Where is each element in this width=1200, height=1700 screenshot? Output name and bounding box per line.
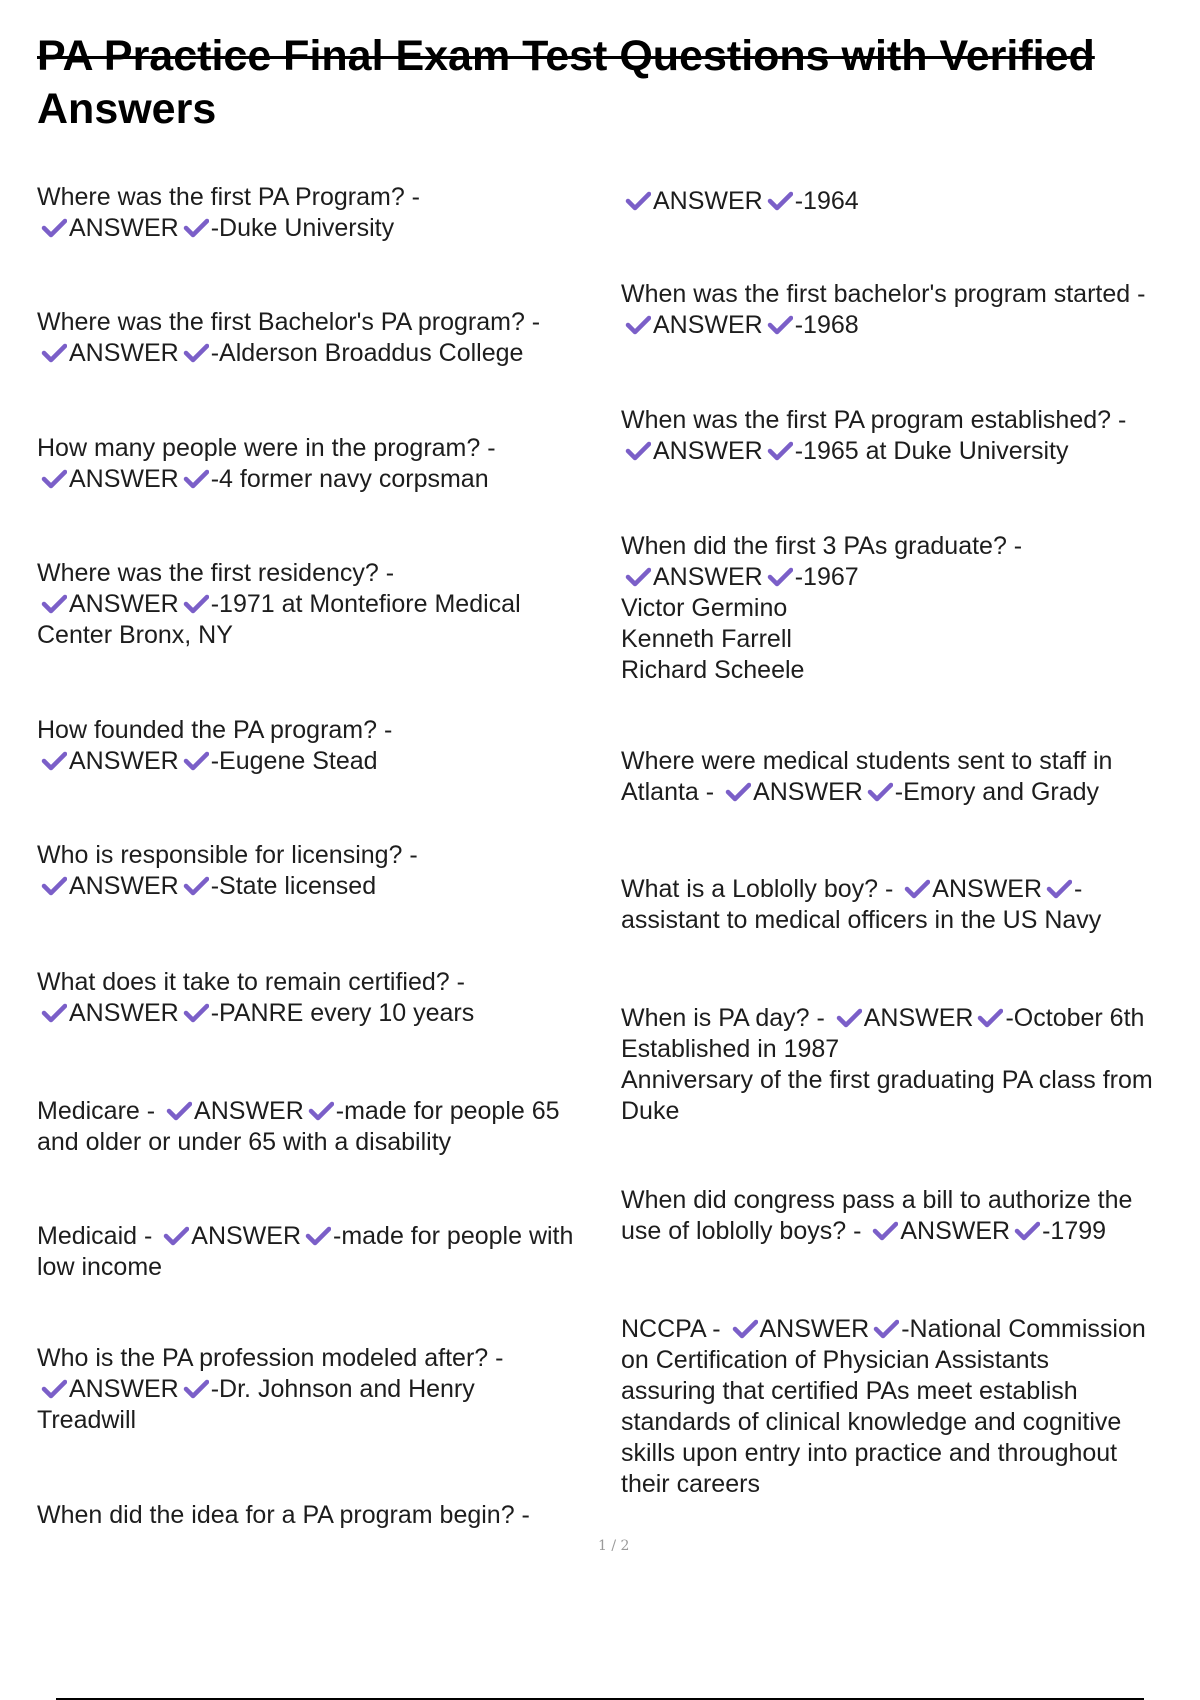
checkmark-icon xyxy=(183,594,209,614)
answer-text: -1965 at Duke University xyxy=(794,437,1069,465)
question-text: When was the first bachelor's program started - xyxy=(621,280,1146,308)
answer-continuation: low income xyxy=(37,1253,163,1281)
answer-label: ANSWER xyxy=(191,1222,301,1250)
answer-label: ANSWER xyxy=(653,563,763,591)
qa-item xyxy=(37,1343,607,1436)
checkmark-icon xyxy=(625,441,651,461)
answer-label: ANSWER xyxy=(194,1097,304,1125)
answer-text: -1964 xyxy=(794,187,859,215)
answer-text: -made for people with xyxy=(333,1222,574,1250)
checkmark-icon xyxy=(767,567,793,587)
answer-text: -Duke University xyxy=(210,214,395,242)
question-text: Who is responsible for licensing? - xyxy=(37,841,418,869)
answer-label: ANSWER xyxy=(653,437,763,465)
qa-item xyxy=(37,1096,607,1158)
checkmark-icon xyxy=(725,782,751,802)
answer-text: -October 6th xyxy=(1005,1004,1145,1032)
answer-label: ANSWER xyxy=(69,339,179,367)
question-text: When did congress pass a bill to authorize the xyxy=(621,1186,1133,1214)
checkmark-icon xyxy=(41,343,67,363)
question-text: Atlanta - xyxy=(621,778,722,806)
checkmark-icon xyxy=(163,1226,189,1246)
checkmark-icon xyxy=(41,1379,67,1399)
question-text: When was the first PA program established? - xyxy=(621,406,1127,434)
qa-item xyxy=(37,840,607,902)
checkmark-icon xyxy=(767,191,793,211)
checkmark-icon xyxy=(183,1003,209,1023)
answer-text: -1971 at Montefiore Medical xyxy=(210,590,521,618)
answer-text: - xyxy=(1074,875,1083,903)
checkmark-icon xyxy=(732,1319,758,1339)
answer-label: ANSWER xyxy=(69,465,179,493)
answer-label: ANSWER xyxy=(69,590,179,618)
page-number: 1 / 2 xyxy=(598,1538,630,1554)
answer-continuation: Treadwill xyxy=(37,1406,137,1434)
answer-text: -4 former navy corpsman xyxy=(210,465,489,493)
answer-text: -State licensed xyxy=(210,872,377,900)
answer-label: ANSWER xyxy=(759,1315,870,1343)
qa-item xyxy=(621,1185,1191,1247)
title-line-2: Answers xyxy=(37,85,217,133)
qa-item xyxy=(621,1314,1191,1500)
checkmark-icon xyxy=(767,315,793,335)
qa-item xyxy=(37,558,607,651)
qa-item xyxy=(37,715,607,777)
checkmark-icon xyxy=(41,876,67,896)
checkmark-icon xyxy=(305,1226,331,1246)
title-line-1: PA Practice Final Exam Test Questions with Verified xyxy=(37,32,1095,80)
question-text: When did the idea for a PA program begin? - xyxy=(37,1501,530,1529)
checkmark-icon xyxy=(977,1008,1003,1028)
answer-continuation: Center Bronx, NY xyxy=(37,621,233,649)
checkmark-icon xyxy=(836,1008,862,1028)
checkmark-icon xyxy=(41,469,67,489)
answer-text: -PANRE every 10 years xyxy=(210,999,475,1027)
checkmark-icon xyxy=(1046,879,1072,899)
checkmark-icon xyxy=(183,343,209,363)
question-text: Medicare - xyxy=(37,1097,163,1125)
answer-label: ANSWER xyxy=(653,187,763,215)
checkmark-icon xyxy=(625,567,651,587)
checkmark-icon xyxy=(308,1101,334,1121)
checkmark-icon xyxy=(41,594,67,614)
question-text: Where was the first Bachelor's PA program? - xyxy=(37,308,541,336)
question-text: Where was the first residency? - xyxy=(37,559,395,587)
question-text: What is a Loblolly boy? - xyxy=(621,875,901,903)
checkmark-icon xyxy=(41,218,67,238)
answer-continuation: Established in 1987 Anniversary of the first graduating PA class from Duke xyxy=(621,1035,1153,1125)
qa-item xyxy=(621,746,1191,808)
question-text: How founded the PA program? - xyxy=(37,716,393,744)
answer-text: -Dr. Johnson and Henry xyxy=(210,1375,475,1403)
checkmark-icon xyxy=(1014,1221,1040,1241)
answer-text: -Alderson Broaddus College xyxy=(210,339,524,367)
answer-label: ANSWER xyxy=(69,214,179,242)
qa-item xyxy=(37,307,607,369)
qa-item xyxy=(621,186,1191,217)
question-text: NCCPA - xyxy=(621,1315,728,1343)
checkmark-icon xyxy=(872,1221,898,1241)
answer-continuation: Victor Germino Kenneth Farrell Richard Scheele xyxy=(621,594,805,684)
answer-text: -1968 xyxy=(794,311,859,339)
qa-item xyxy=(621,531,1191,686)
checkmark-icon xyxy=(183,751,209,771)
answer-label: ANSWER xyxy=(69,1375,179,1403)
answer-label: ANSWER xyxy=(653,311,763,339)
checkmark-icon xyxy=(41,1003,67,1023)
answer-continuation: assistant to medical officers in the US Navy xyxy=(621,906,1102,934)
answer-label: ANSWER xyxy=(863,1004,974,1032)
answer-text: -1967 xyxy=(794,563,859,591)
answer-label: ANSWER xyxy=(932,875,1043,903)
question-text: What does it take to remain certified? - xyxy=(37,968,465,996)
question-text: How many people were in the program? - xyxy=(37,434,496,462)
question-text: When did the first 3 PAs graduate? - xyxy=(621,532,1023,560)
answer-text: -Eugene Stead xyxy=(210,747,378,775)
qa-item xyxy=(37,1221,607,1283)
question-text: Who is the PA profession modeled after? - xyxy=(37,1344,504,1372)
answer-text: -National Commission xyxy=(901,1315,1146,1343)
checkmark-icon xyxy=(183,1379,209,1399)
checkmark-icon xyxy=(183,218,209,238)
answer-text: -1799 xyxy=(1042,1217,1107,1245)
answer-continuation: and older or under 65 with a disability xyxy=(37,1128,452,1156)
qa-item xyxy=(37,1500,607,1531)
checkmark-icon xyxy=(625,191,651,211)
answer-label: ANSWER xyxy=(753,778,863,806)
qa-item xyxy=(37,182,607,244)
checkmark-icon xyxy=(183,876,209,896)
answer-continuation: on Certification of Physician Assistants assuring that certified PAs meet establish standards of clinical knowledge and cognitive skills upon entry into practice and throughout their careers xyxy=(621,1346,1122,1498)
answer-text: -Emory and Grady xyxy=(894,778,1100,806)
checkmark-icon xyxy=(867,782,893,802)
question-text: Where was the first PA Program? - xyxy=(37,183,420,211)
qa-item xyxy=(621,279,1191,341)
question-text: Where were medical students sent to staff in xyxy=(621,747,1113,775)
checkmark-icon xyxy=(166,1101,192,1121)
checkmark-icon xyxy=(183,469,209,489)
question-text: use of loblolly boys? - xyxy=(621,1217,869,1245)
answer-label: ANSWER xyxy=(69,999,179,1027)
qa-item xyxy=(37,433,607,495)
answer-label: ANSWER xyxy=(69,747,179,775)
qa-item xyxy=(621,1003,1191,1127)
answer-label: ANSWER xyxy=(69,872,179,900)
checkmark-icon xyxy=(767,441,793,461)
qa-item xyxy=(621,405,1191,467)
document-title xyxy=(37,30,1157,136)
qa-item xyxy=(37,967,607,1029)
checkmark-icon xyxy=(625,315,651,335)
question-text: Medicaid - xyxy=(37,1222,160,1250)
checkmark-icon xyxy=(904,879,930,899)
checkmark-icon xyxy=(41,751,67,771)
answer-text: -made for people 65 xyxy=(335,1097,560,1125)
qa-item xyxy=(621,874,1191,936)
question-text: When is PA day? - xyxy=(621,1004,832,1032)
answer-label: ANSWER xyxy=(900,1217,1011,1245)
checkmark-icon xyxy=(873,1319,899,1339)
